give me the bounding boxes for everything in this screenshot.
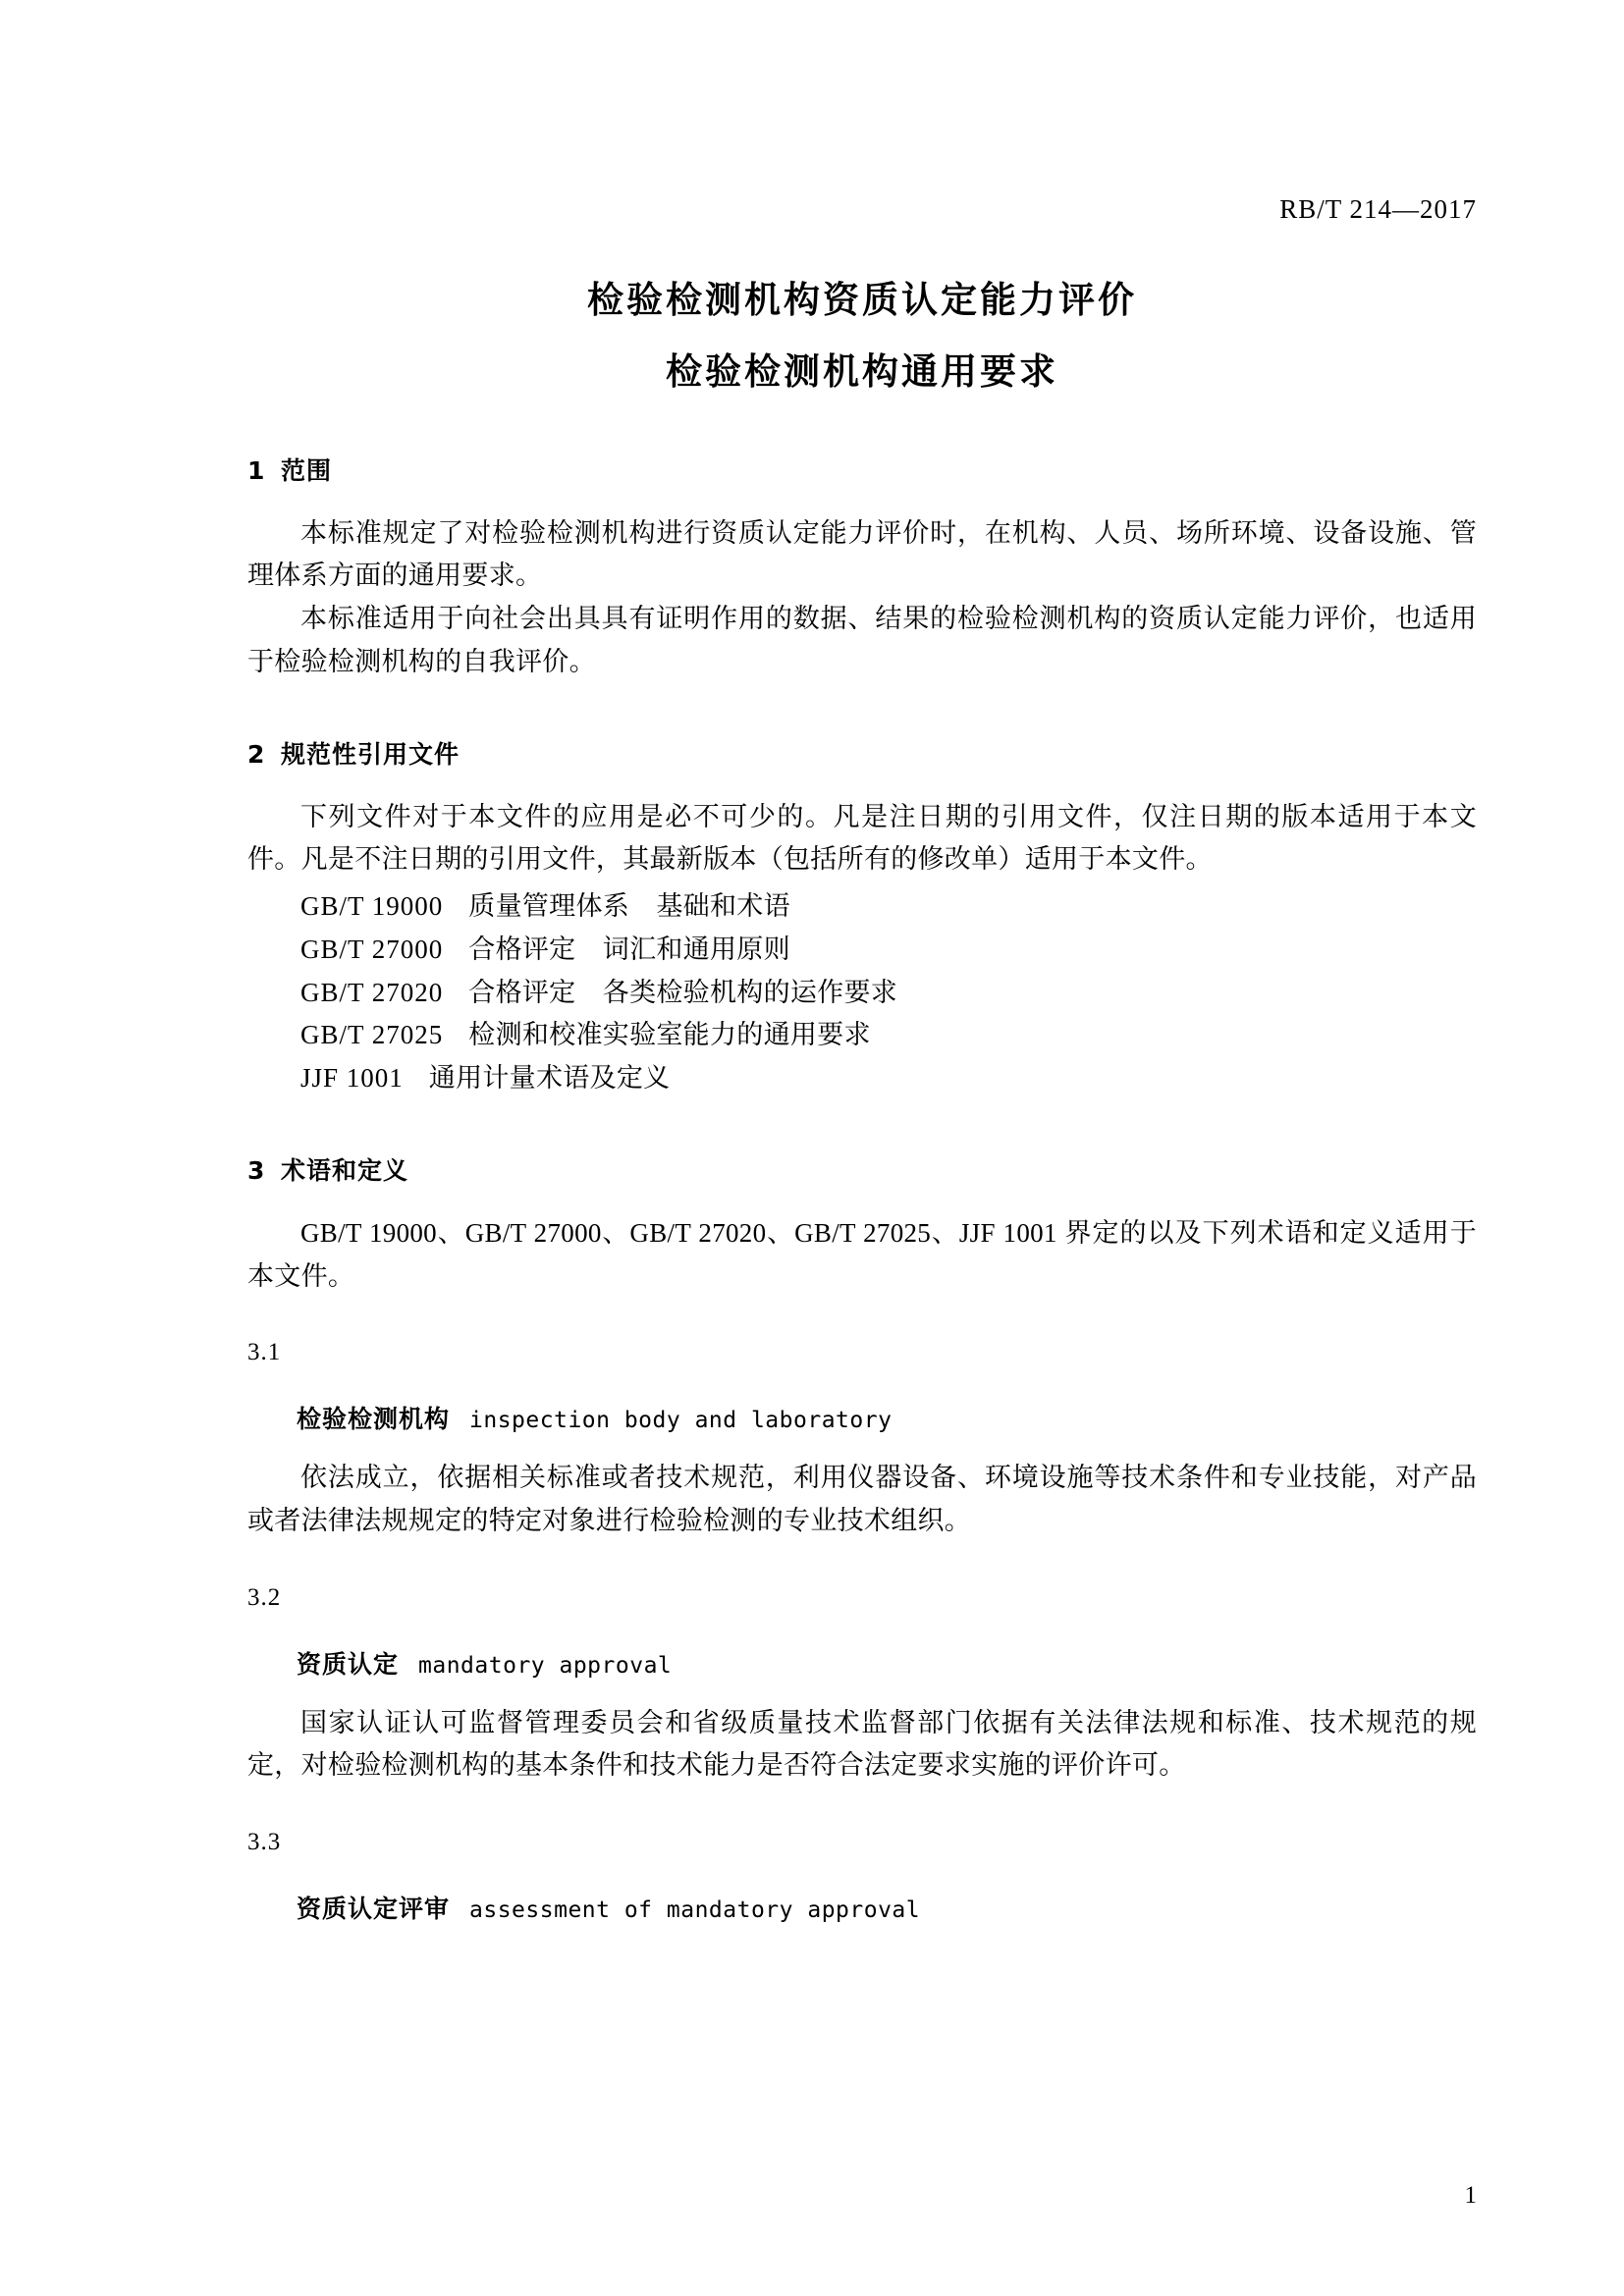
term-number-3-1: 3.1	[247, 1339, 282, 1366]
term-english: assessment of mandatory approval	[469, 1897, 921, 1924]
reference-name: 通用计量术语及定义	[428, 1063, 671, 1094]
term-definition-3-2: 国家认证认可监督管理委员会和省级质量技术监督部门依据有关法律法规和标准、技术规范的规定，对检验检测机构的基本条件和技术能力是否符合法定要求实施的评价许可。	[247, 1707, 1477, 1781]
normative-reference-list	[247, 885, 1477, 1100]
clause-3-heading	[247, 1151, 1477, 1187]
title-line-2: 检验检测机构通用要求	[666, 350, 1058, 394]
clause-2-number: 2	[247, 739, 266, 769]
reference-name: 合格评定 词汇和通用原则	[468, 934, 790, 964]
clause-2-title: 规范性引用文件	[281, 739, 460, 769]
list-item	[300, 1014, 1477, 1057]
page-content	[247, 0, 1477, 1925]
term-english: inspection body and laboratory	[469, 1408, 893, 1434]
list-item	[300, 929, 1477, 972]
reference-code: GB/T 27025	[300, 1020, 444, 1050]
clause-1-paragraph-1: 本标准规定了对检验检测机构进行资质认定能力评价时，在机构、人员、场所环境、设备设施、管理体系方面的通用要求。	[247, 517, 1477, 591]
clause-2-paragraph-1: 下列文件对于本文件的应用是必不可少的。凡是注日期的引用文件，仅注日期的版本适用于本文件。凡是不注日期的引用文件，其最新版本（包括所有的修改单）适用于本文件。	[247, 801, 1477, 875]
reference-name: 质量管理体系 基础和术语	[468, 891, 790, 922]
reference-code: JJF 1001	[300, 1063, 404, 1094]
clause-1-paragraph-2: 本标准适用于向社会出具具有证明作用的数据、结果的检验检测机构的资质认定能力评价，也适用于检验检测机构的自我评价。	[247, 604, 1477, 676]
term-number-3-2: 3.2	[247, 1583, 282, 1611]
term-entry-3-1	[297, 1400, 1477, 1435]
term-number-3-3: 3.3	[247, 1829, 282, 1856]
term-chinese: 检验检测机构	[297, 1405, 451, 1434]
standard-code: RB/T 214—2017	[1279, 194, 1477, 224]
term-definition-3-1: 依法成立，依据相关标准或者技术规范，利用仪器设备、环境设施等技术条件和专业技能，对产品或者法律法规规定的特定对象进行检验检测的专业技术组织。	[247, 1463, 1477, 1535]
list-item	[300, 972, 1477, 1015]
page-number: 1	[1464, 2182, 1477, 2209]
reference-name: 合格评定 各类检验机构的运作要求	[468, 977, 898, 1007]
reference-name: 检测和校准实验室能力的通用要求	[468, 1020, 871, 1050]
term-entry-3-3	[297, 1890, 1477, 1925]
clause-1-heading	[247, 452, 1477, 487]
term-entry-3-2	[297, 1645, 1477, 1681]
clause-3-number: 3	[247, 1155, 266, 1185]
title-line-1: 检验检测机构资质认定能力评价	[587, 279, 1137, 321]
clause-3-title: 术语和定义	[281, 1155, 409, 1185]
list-item	[300, 1057, 1477, 1100]
reference-code: GB/T 27000	[300, 934, 444, 964]
term-chinese: 资质认定	[297, 1649, 400, 1679]
term-chinese: 资质认定评审	[297, 1895, 451, 1924]
term-english: mandatory approval	[418, 1652, 673, 1679]
reference-code: GB/T 19000	[300, 891, 444, 922]
clause-3-paragraph-1: GB/T 19000、GB/T 27000、GB/T 27020、GB/T 27025、JJF 1001 界定的以及下列术语和定义适用于本文件。	[247, 1217, 1477, 1291]
clause-1-title: 范围	[281, 455, 333, 485]
reference-code: GB/T 27020	[300, 977, 444, 1007]
document-title	[247, 272, 1477, 400]
clause-2-heading	[247, 735, 1477, 771]
clause-1-number: 1	[247, 455, 266, 485]
list-item	[300, 885, 1477, 929]
